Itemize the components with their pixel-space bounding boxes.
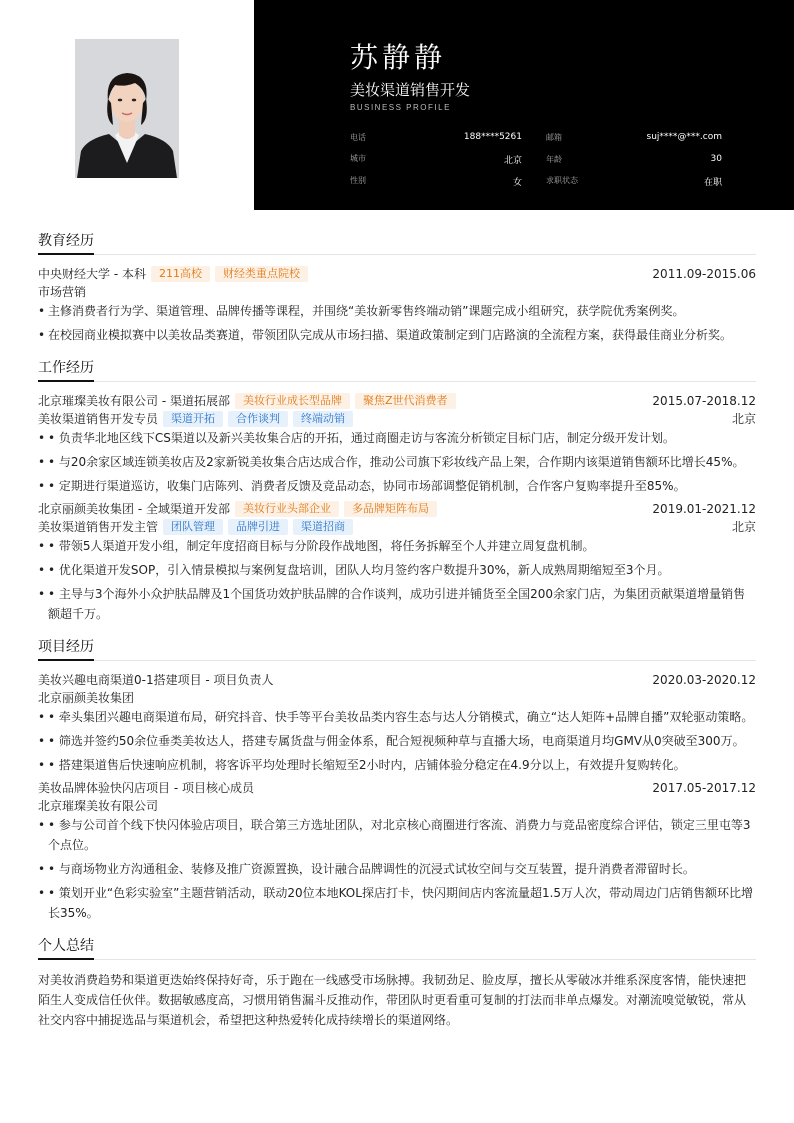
job-bullets [38,428,756,496]
position-line [38,518,756,536]
section-title: 项目经历 [38,638,94,661]
position-left [38,518,353,536]
phone-value: 188****5261 [463,131,522,142]
company-tag: 聚焦Z世代消费者 [355,393,456,409]
info-row [350,126,722,148]
status-value: 在职 [703,177,722,188]
position-left [38,410,353,428]
gender-value: 女 [512,177,522,188]
skill-tag: 渠道招商 [293,519,353,535]
section-title: 教育经历 [38,232,94,255]
resume-body [38,232,756,1044]
section-header [38,638,756,661]
project-header [38,779,756,797]
job-entry [38,500,756,624]
project-bullets [38,815,756,923]
school-line [38,265,308,283]
info-gender [350,175,536,188]
project-org: 北京璀璨美妆有限公司 [38,799,159,813]
position-title: 美妆渠道销售开发专员 [38,412,159,426]
job-header [38,500,756,518]
target-role: 美妆渠道销售开发 [350,81,471,99]
company-tag: 美妆行业头部企业 [235,501,339,517]
project-date: 2017.05-2017.12 [652,781,756,795]
project-entry [38,779,756,923]
skill-tag: 合作谈判 [228,411,288,427]
company-tag: 多品牌矩阵布局 [344,501,437,517]
company-line [38,392,456,410]
project-date: 2020.03-2020.12 [652,673,756,687]
list-item: • • 牵头集团兴趣电商渠道布局，研究抖音、快手等平台美妆品类内容生态与达人分销模式，确立“达人矩阵+品牌自播”双轮驱动策略。 [38,707,756,727]
job-city: 北京 [731,412,756,426]
section-header [38,359,756,382]
age-value: 30 [710,153,722,164]
list-item: • • 带领5人渠道开发小组，制定年度招商目标与分阶段作战地图，将任务拆解至个人并建立周复盘机制。 [38,536,756,556]
company-line [38,500,437,518]
info-status [536,175,722,188]
job-date: 2015.07-2018.12 [652,394,756,408]
photo-area [0,0,254,210]
info-row [350,148,722,170]
info-label: 求职状态 [546,175,578,185]
skill-tag: 品牌引进 [228,519,288,535]
list-item: • 在校园商业模拟赛中以美妆品类赛道，带领团队完成从市场扫描、渠道政策制定到门店路演的全流程方案，获得最佳商业分析奖。 [38,325,756,345]
education-date: 2011.09-2015.06 [652,267,756,281]
email-value: suj****@***.com [646,131,722,142]
section-header [38,232,756,255]
header-panel [254,0,794,210]
info-label: 年龄 [546,154,562,164]
list-item: • • 负责华北地区线下CS渠道以及新兴美妆集合店的开拓，通过商圈走访与客流分析锁定目标门店，制定分级开发计划。 [38,428,756,448]
major: 市场营销 [38,285,87,299]
city-value: 北京 [503,155,522,166]
info-label: 邮箱 [546,132,562,142]
work-section [38,359,756,624]
list-item: • • 与20余家区域连锁美妆店及2家新锐美妆集合店达成合作，推动公司旗下彩妆线产品上架，合作期内该渠道销售额环比增长45%。 [38,452,756,472]
job-entry [38,392,756,496]
project-entry [38,671,756,775]
position-title: 美妆渠道销售开发主管 [38,520,159,534]
skill-tag: 终端动销 [293,411,353,427]
project-header [38,671,756,689]
company-name: 北京璀璨美妆有限公司 - 渠道拓展部 [38,394,230,408]
job-date: 2019.01-2021.12 [652,502,756,516]
education-bullets [38,301,756,345]
info-label: 电话 [350,132,366,142]
list-item: • • 定期进行渠道巡访，收集门店陈列、消费者反馈及竞品动态，协同市场部调整促销机制，合作客户复购率提升至85%。 [38,476,756,496]
company-tag: 美妆行业成长型品牌 [235,393,350,409]
list-item: • • 与商场物业方沟通租金、装修及推广资源置换，设计融合品牌调性的沉浸式试妆空间与交互装置，提升消费者滞留时长。 [38,859,756,879]
contact-info-grid [350,126,722,192]
school-name: 中央财经大学 - 本科 [38,267,146,281]
job-city: 北京 [731,520,756,534]
portrait-image [75,39,179,178]
list-item: • • 主导与3个海外小众护肤品牌及1个国货功效护肤品牌的合作谈判，成功引进并铺货至全国200余家门店，为集团贡献渠道增量销售额超千万。 [38,584,756,624]
skill-tag: 渠道开拓 [163,411,223,427]
project-bullets [38,707,756,775]
position-line [38,410,756,428]
project-name: 美妆兴趣电商渠道0-1搭建项目 - 项目负责人 [38,673,274,687]
list-item: • • 筛选并签约50余位垂类美妆达人，搭建专属货盘与佣金体系，配合短视频种草与直播大场，电商渠道月均GMV从0突破至300万。 [38,731,756,751]
profile-caption: BUSINESS PROFILE [350,103,451,112]
info-email [536,132,722,143]
profile-photo [75,39,179,178]
skill-tag: 团队管理 [163,519,223,535]
company-name: 北京丽颜美妆集团 - 全域渠道开发部 [38,502,230,516]
project-name: 美妆品牌体验快闪店项目 - 项目核心成员 [38,781,254,795]
info-label: 性别 [350,175,366,185]
list-item: • • 搭建渠道售后快速响应机制，将客诉平均处理时长缩短至2小时内，店铺体验分稳定在4.9分以上，有效提升复购转化。 [38,755,756,775]
list-item: • • 策划开业“色彩实验室”主题营销活动，联动20位本地KOL探店打卡，快闪期间店内客流量超1.5万人次，带动周边门店销售额环比增长35%。 [38,883,756,923]
school-tag: 211高校 [151,266,210,282]
info-row [350,170,722,192]
school-tag: 财经类重点院校 [215,266,308,282]
section-title: 工作经历 [38,359,94,382]
list-item: • • 参与公司首个线下快闪体验店项目，联合第三方选址团队，对北京核心商圈进行客流、消费力与竞品密度综合评估，锁定三里屯等3个点位。 [38,815,756,855]
resume-header [0,0,794,210]
section-title: 个人总结 [38,937,94,960]
list-item: • • 优化渠道开发SOP，引入情景模拟与案例复盘培训，团队人均月签约客户数提升30%，新人成熟周期缩短至3个月。 [38,560,756,580]
info-city [350,153,536,166]
job-bullets [38,536,756,624]
summary-text: 对美妆消费趋势和渠道更迭始终保持好奇，乐于跑在一线感受市场脉搏。我韧劲足、脸皮厚，擅长从零破冰并维系深度客情，能快速把陌生人变成信任伙伴。数据敏感度高，习惯用销售漏斗反推动作，带团队时更看重可复制的打法而非单点爆发。对潮流嗅觉敏锐，常从社交内容中捕捉选品与渠道机会，希望把这种热爱转化成持续增长的渠道网络。 [38,973,747,1027]
education-entry-header [38,265,756,283]
job-header [38,392,756,410]
list-item: • 主修消费者行为学、渠道管理、品牌传播等课程，并围绕“美妆新零售终端动销”课题完成小组研究，获学院优秀案例奖。 [38,301,756,321]
candidate-name: 苏静静 [350,41,447,74]
summary-section [38,937,756,1030]
info-age [536,154,722,165]
info-phone [350,132,536,143]
info-label: 城市 [350,153,366,163]
education-section [38,232,756,345]
project-org: 北京丽颜美妆集团 [38,691,135,705]
project-section [38,638,756,923]
section-header [38,937,756,960]
